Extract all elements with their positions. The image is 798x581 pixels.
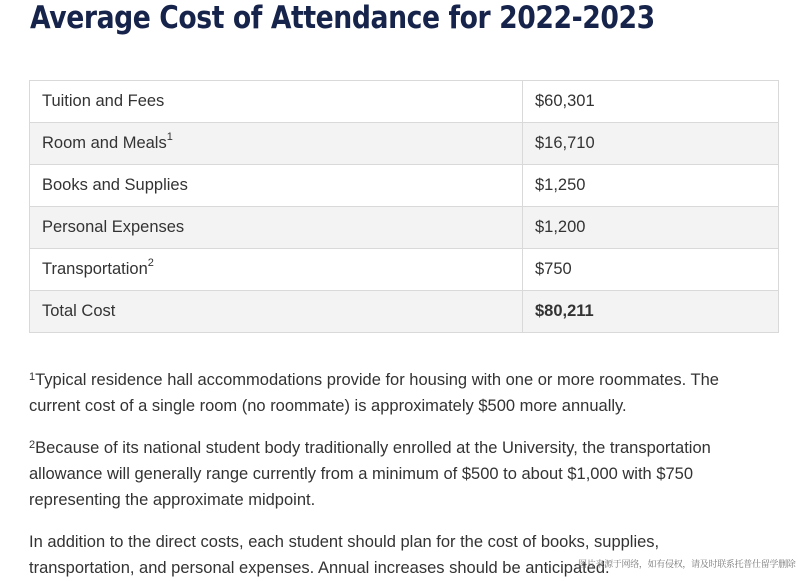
table-row [30,123,779,165]
footnote-text: Typical residence hall accommodations provide for housing with one or more roommates. The current cost of a single room (no roommate) is approximately $500 more annually. [29,371,719,415]
row-label: Personal Expenses [30,207,523,249]
image-watermark: 图片来源于网络，如有侵权，请及时联系托普仕留学删除 [578,560,796,570]
additional-costs-paragraph: In addition to the direct costs, each student should plan for the cost of books, supplies, transportation, and personal expenses. Annual increases should be anticipated. [29,533,660,577]
footnote-ref[interactable]: 1 [166,131,173,143]
row-amount: $16,710 [523,123,779,165]
table-row [30,207,779,249]
row-amount: $1,200 [523,207,779,249]
footnote-1 [29,367,749,419]
footnote-ref[interactable]: 2 [147,257,154,269]
row-label: Books and Supplies [30,165,523,207]
footnote-2 [29,435,749,513]
page-title: Average Cost of Attendance for 2022-2023 [30,0,655,36]
footnote-marker: 2 [29,439,36,451]
row-label: Room and Meals$^1$ [30,123,523,165]
row-label: Total Cost [30,291,523,333]
row-amount: $750 [523,249,779,291]
table-row [30,249,779,291]
total-amount: $80,211 [523,291,779,333]
row-amount: $1,250 [523,165,779,207]
row-label: Transportation$^2$ [30,249,523,291]
row-amount: $60,301 [523,81,779,123]
table-row [30,81,779,123]
row-label: Tuition and Fees [30,81,523,123]
table-row [30,165,779,207]
footnote-text: Because of its national student body traditionally enrolled at the University, the transportation allowance will generally range currently from a minimum of $500 to about $1,000 with $750 representing the approximate midpoint. [29,439,711,509]
footnote-marker: 1 [29,371,36,383]
total-row [30,291,779,333]
cost-table [29,80,779,333]
